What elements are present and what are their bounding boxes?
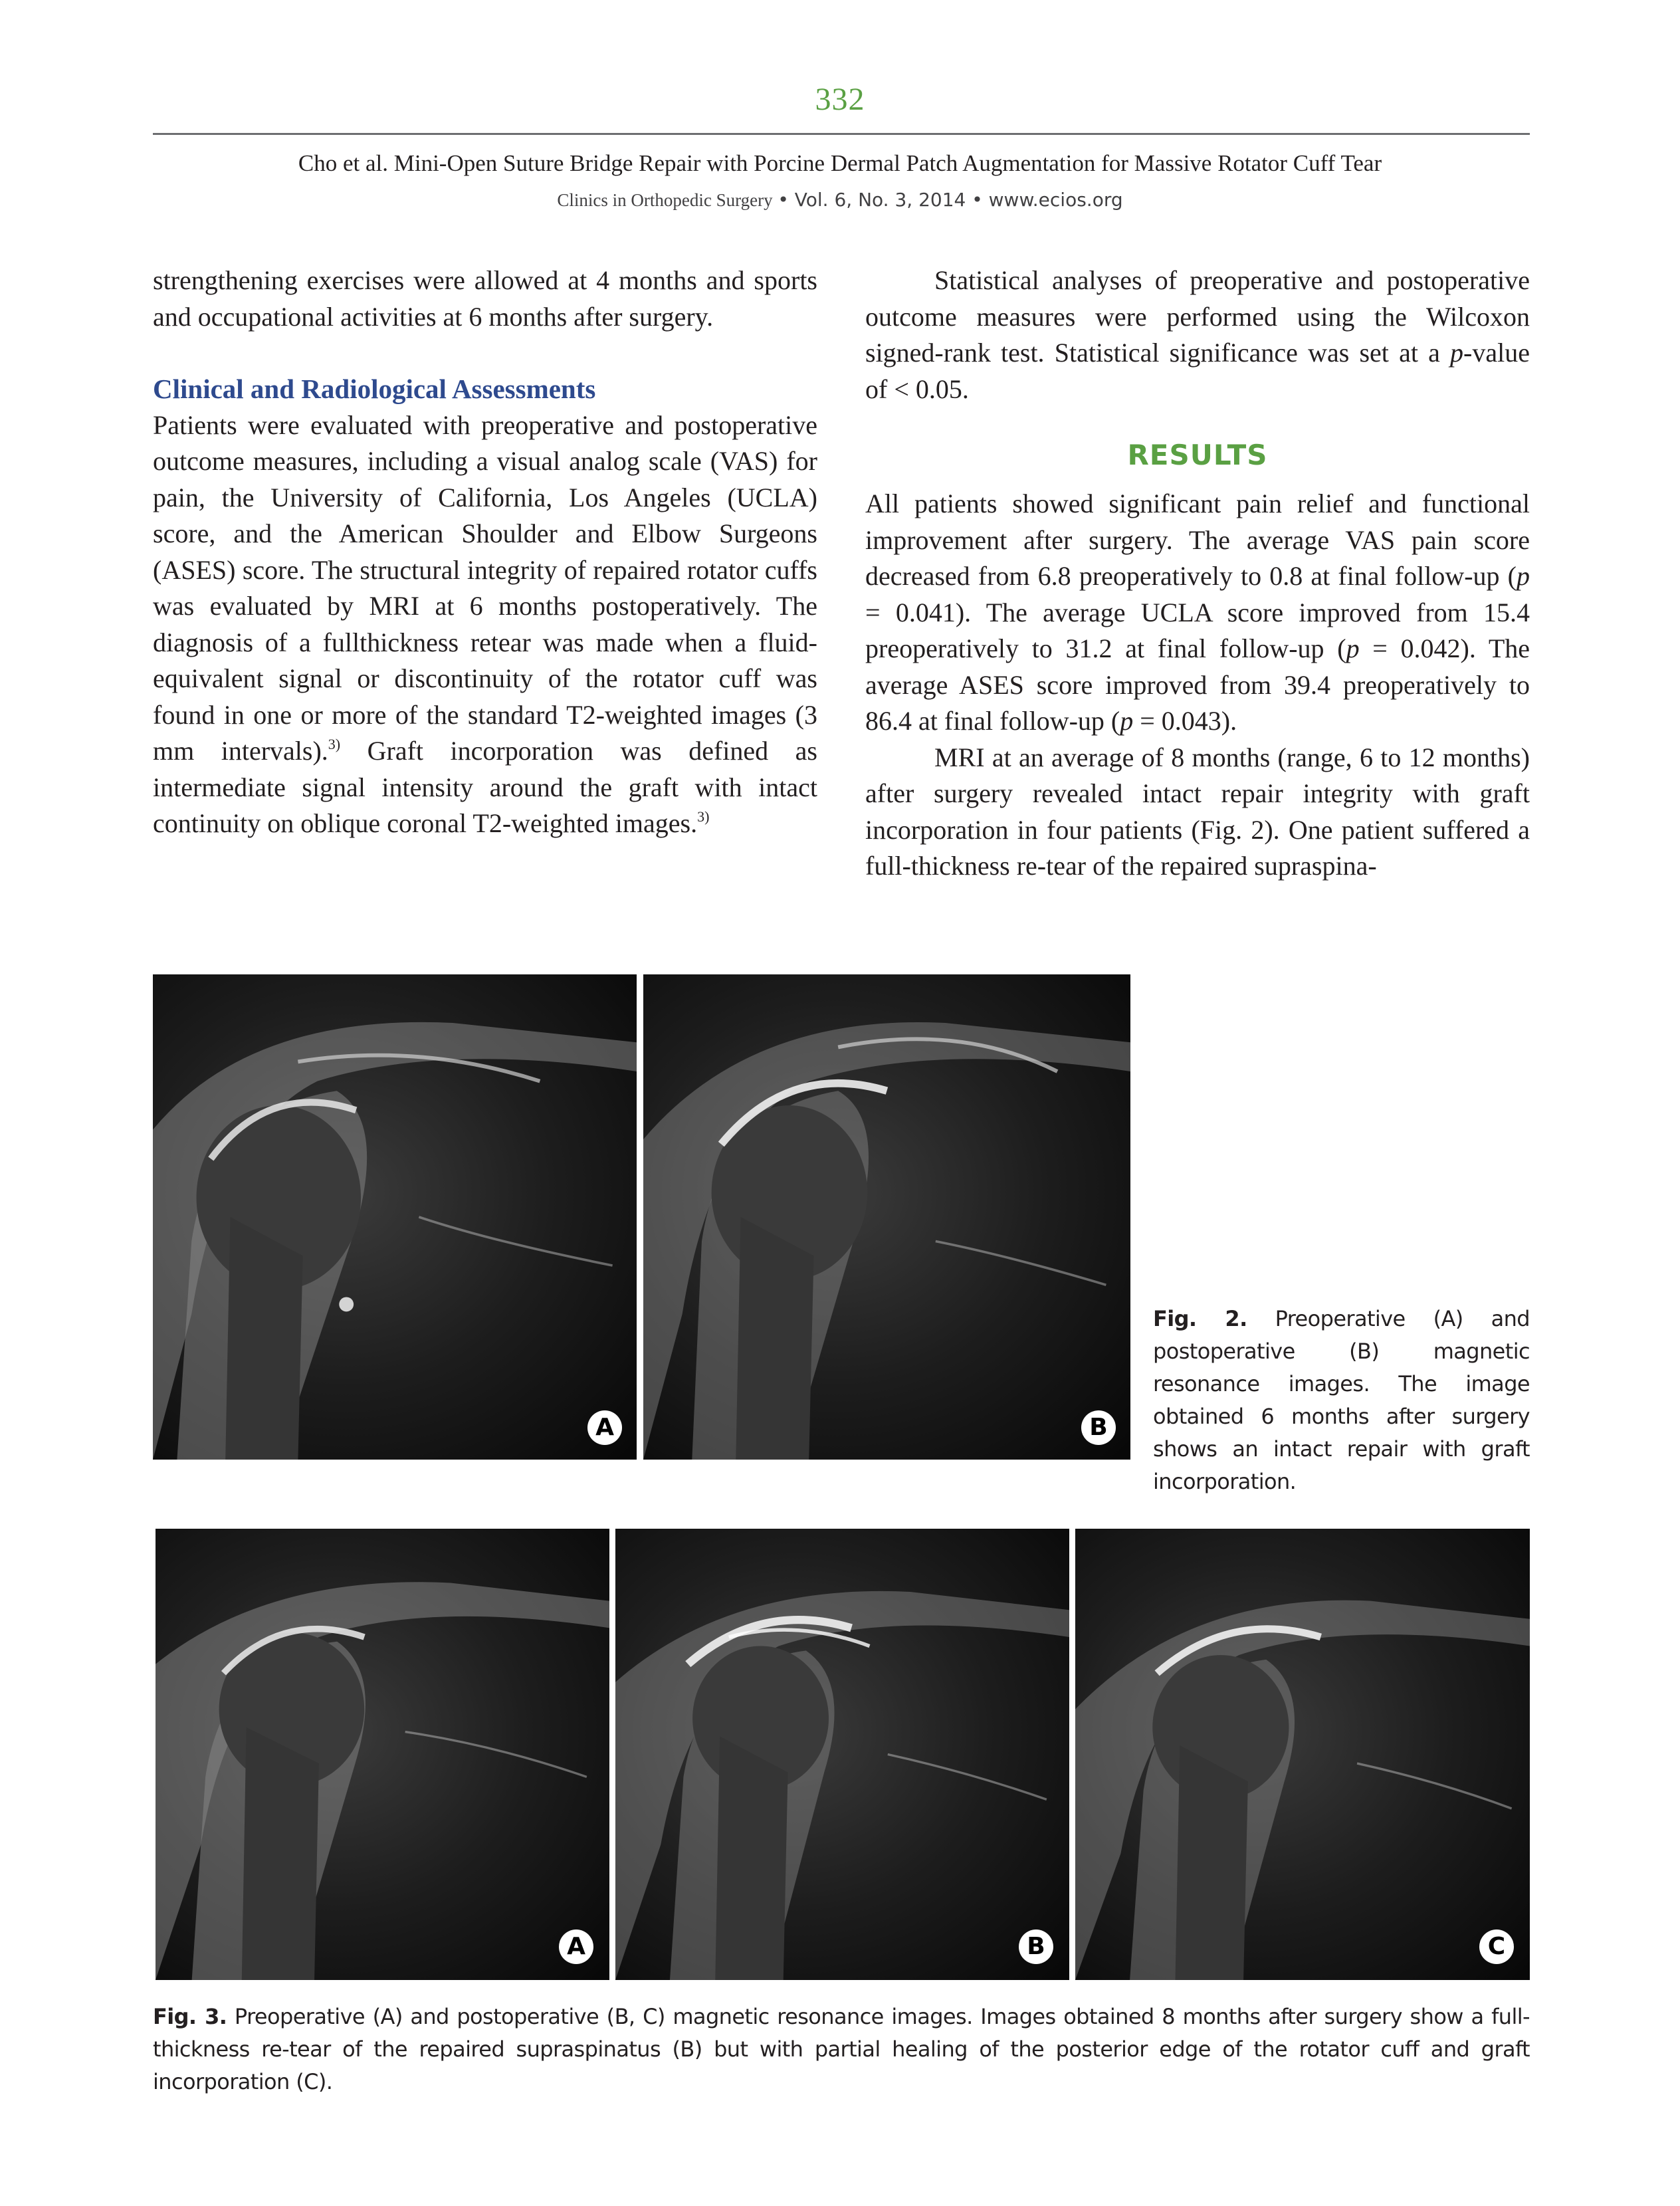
paragraph-results xyxy=(865,486,1530,740)
journal-line xyxy=(0,187,1680,211)
fig3-panel-b-image xyxy=(615,1529,1069,1980)
statistics-text-2: -value of < 0.05. xyxy=(865,338,1530,404)
subheading-assessments: Clinical and Radiological Assessments xyxy=(153,374,596,404)
paragraph-exercises: strengthening exercises were allowed at 4 months and sports and occupational activities at 6 months after surgery. xyxy=(153,265,817,332)
fig2-caption xyxy=(1153,1303,1530,1498)
right-column xyxy=(865,263,1530,885)
journal-volume: • Vol. 6, No. 3, 2014 • www.ecios.org xyxy=(778,189,1123,211)
reference-marker: 3) xyxy=(697,808,710,825)
shoulder-mri-icon xyxy=(643,974,1130,1460)
p-symbol: p xyxy=(1346,633,1360,663)
p-symbol: p xyxy=(1517,561,1530,591)
shoulder-mri-icon xyxy=(156,1529,609,1980)
shoulder-mri-icon xyxy=(1075,1529,1530,1980)
panel-label: B xyxy=(1019,1930,1053,1964)
reference-marker: 3) xyxy=(328,736,341,752)
running-title: Cho et al. Mini-Open Suture Bridge Repair with Porcine Dermal Patch Augmentation for Massive Rotator Cuff Tear xyxy=(298,150,1382,176)
panel-label: B xyxy=(1081,1410,1116,1445)
fig3-caption-text: Preoperative (A) and postoperative (B, C) magnetic resonance images. Images obtained 8 months after surgery show a full-thickness re-tear of the repaired supraspinatus (B) but with partial healing of the posterior edge of the rotator cuff and graft incorporation (C). xyxy=(153,2004,1530,2094)
results-text-2: = 0.041). The average UCLA score improved from 15.4 preoperatively to 31.2 at final follow-up ( xyxy=(865,597,1530,663)
paragraph-gap xyxy=(153,335,817,371)
page-number: 332 xyxy=(815,82,865,117)
shoulder-mri-icon xyxy=(615,1529,1069,1980)
fig2-caption-label: Fig. 2. xyxy=(1153,1306,1247,1331)
results-text-3: = 0.042). The average ASES score improved from 39.4 preoperatively to 86.4 at final follow-up ( xyxy=(865,633,1530,736)
fig2-caption-text: Preoperative (A) and postoperative (B) magnetic resonance images. The image obtained 6 months after surgery shows an intact repair with graft incorporation. xyxy=(1153,1306,1530,1494)
panel-label: A xyxy=(587,1410,622,1445)
fig3-panel-a-image xyxy=(156,1529,609,1980)
fig2-panel-a-image xyxy=(153,974,637,1460)
statistics-text-1: Statistical analyses of preoperative and postoperative outcome measures were performed using the Wilcoxon signed-rank test. Statistical significance was set at a xyxy=(865,265,1530,368)
p-symbol: p xyxy=(1450,338,1464,368)
paragraph-mri-results: MRI at an average of 8 months (range, 6 to 12 months) after surgery revealed intact repair integrity with graft incorporation in four patients (Fig. 2). One patient suffered a full-thickness re-tear of the repaired supraspina- xyxy=(865,742,1530,881)
assessments-text-2: Graft incorporation was defined as intermediate signal intensity around the graft with intact continuity on oblique coronal T2-weighted images. xyxy=(153,736,818,838)
fig3-caption-label: Fig. 3. xyxy=(153,2004,227,2029)
panel-label: C xyxy=(1479,1930,1514,1964)
results-text-4: = 0.043). xyxy=(1133,706,1237,736)
left-column xyxy=(153,263,817,842)
fig3-caption xyxy=(153,2001,1530,2098)
results-heading: RESULTS xyxy=(1127,439,1268,471)
journal-name: Clinics in Orthopedic Surgery xyxy=(557,190,773,210)
results-text-1: All patients showed significant pain relief and functional improvement after surgery. The average VAS pain score decreased from 6.8 preoperatively to 0.8 at final follow-up ( xyxy=(865,489,1530,591)
paragraph-assessments xyxy=(153,407,817,842)
p-symbol: p xyxy=(1120,706,1134,736)
shoulder-mri-icon xyxy=(153,974,637,1460)
header-divider xyxy=(153,133,1530,135)
paragraph-statistics xyxy=(865,263,1530,407)
fig3-panel-c-image xyxy=(1075,1529,1530,1980)
panel-label: A xyxy=(559,1930,593,1964)
assessments-text-1: Patients were evaluated with preoperative and postoperative outcome measures, including a visual analog scale (VAS) for pain, the University of California, Los Angeles (UCLA) score, and the American Shoulder and Elbow Surgeons (ASES) score. The structural integrity of repaired rotator cuffs was evaluated by MRI at 6 months postoperatively. The diagnosis of a fullthickness retear was made when a fluid-equivalent signal or discontinuity of the rotator cuff was found in one or more of the standard T2-weighted images (3 mm intervals). xyxy=(153,409,817,766)
fig2-panel-b-image xyxy=(643,974,1130,1460)
